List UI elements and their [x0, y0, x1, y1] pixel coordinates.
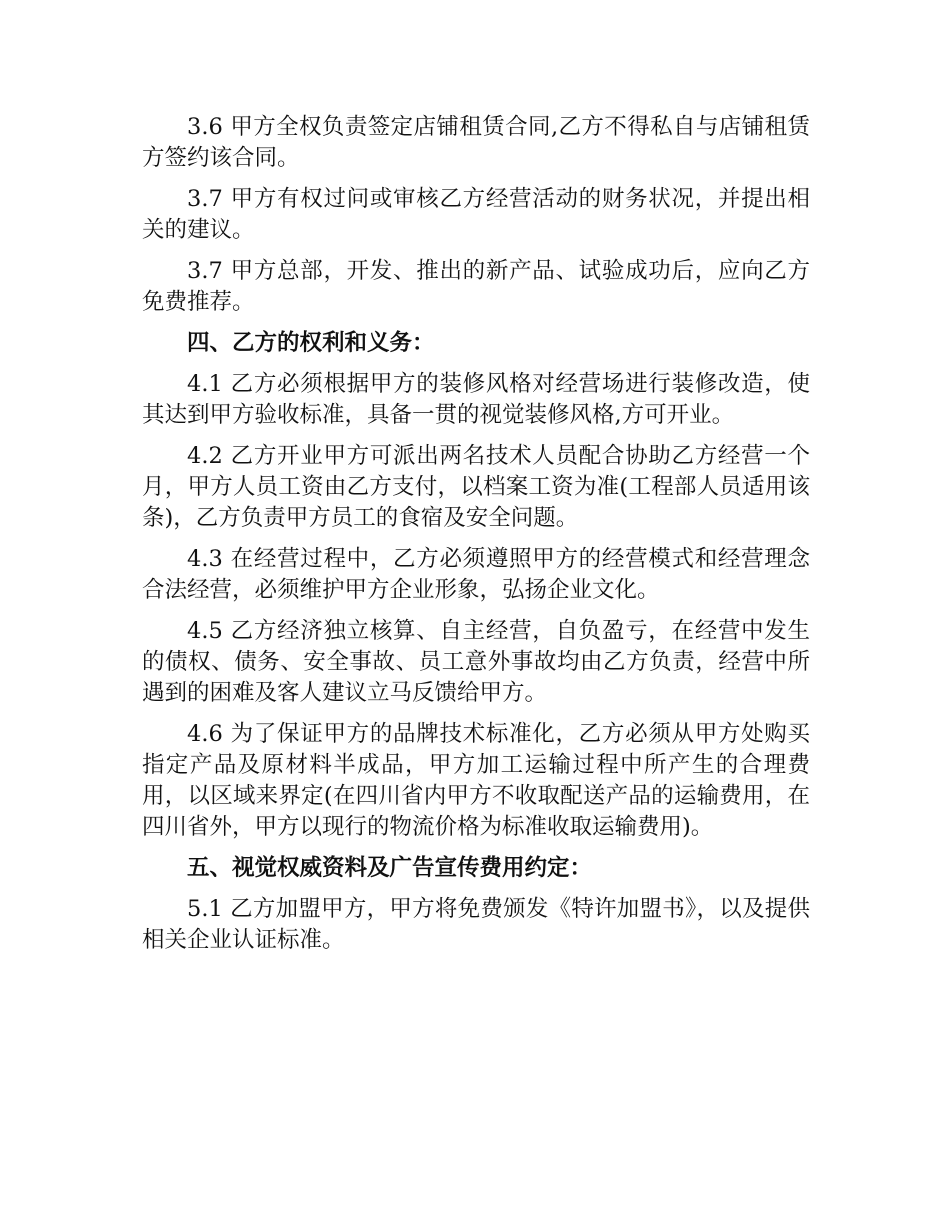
clause-4-5: 4.5 乙方经济独立核算、自主经营，自负盈亏，在经营中发生的债权、债务、安全事故、员工意外事故均由乙方负责，经营中所遇到的困难及客人建议立马反馈给甲方。	[142, 618, 810, 706]
clause-4-3: 4.3 在经营过程中，乙方必须遵照甲方的经营模式和经营理念合法经营，必须维护甲方企业形象，弘扬企业文化。	[142, 546, 810, 603]
section-heading-5: 五、视觉权威资料及广告宣传费用约定：	[187, 855, 593, 881]
clause-3-6: 3.6 甲方全权负责签定店铺租赁合同,乙方不得私自与店铺租赁方签约该合同。	[142, 114, 810, 171]
clause-5-1: 5.1 乙方加盟甲方，甲方将免费颁发《特许加盟书》，以及提供相关企业认证标准。	[142, 896, 810, 953]
section-heading-4: 四、乙方的权利和义务：	[187, 330, 435, 356]
document-page	[142, 112, 810, 966]
clause-3-7-audit: 3.7 甲方有权过问或审核乙方经营活动的财务状况，并提出相关的建议。	[142, 186, 810, 243]
clause-3-7-new-products: 3.7 甲方总部，开发、推出的新产品、试验成功后，应向乙方免费推荐。	[142, 258, 810, 315]
clause-4-6: 4.6 为了保证甲方的品牌技术标准化，乙方必须从甲方处购买指定产品及原材料半成品，甲方加工运输过程中所产生的合理费用，以区域来界定(在四川省内甲方不收取配送产品的运输费用，在四川省外，甲方以现行的物流价格为标准收取运输费用)。	[142, 721, 810, 840]
clause-4-2: 4.2 乙方开业甲方可派出两名技术人员配合协助乙方经营一个月，甲方人员工资由乙方支付，以档案工资为准(工程部人员适用该条)，乙方负责甲方员工的食宿及安全问题。	[142, 443, 810, 531]
clause-4-1: 4.1 乙方必须根据甲方的装修风格对经营场进行装修改造，使其达到甲方验收标准，具备一贯的视觉装修风格,方可开业。	[142, 371, 810, 428]
